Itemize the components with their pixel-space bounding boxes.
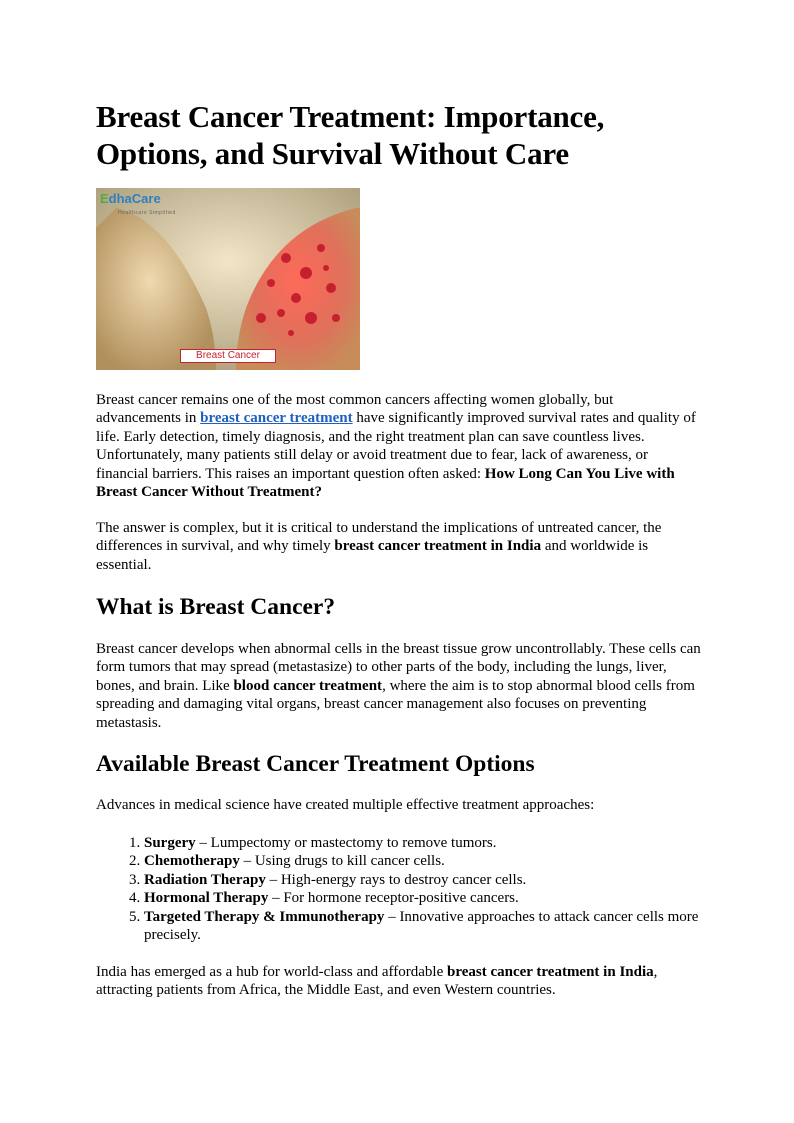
options-lead: Advances in medical science have created multiple effective treatment approaches: bbox=[96, 797, 595, 813]
edhacare-logo: EdhaCare Healthcare Simplified bbox=[100, 191, 176, 216]
list-item: 2. Chemotherapy – Using drugs to kill cancer cells. bbox=[144, 852, 716, 870]
section-heading-what-is: What is Breast Cancer? bbox=[96, 594, 336, 620]
breast-cancer-treatment-link[interactable]: breast cancer treatment bbox=[200, 410, 353, 427]
section-heading-options: Available Breast Cancer Treatment Options bbox=[96, 751, 535, 777]
list-item: 3. Radiation Therapy – High-energy rays to destroy cancer cells. bbox=[144, 871, 716, 889]
key-question: How Long Can You Live with Breast Cancer Without Treatment? bbox=[96, 465, 675, 501]
closing-paragraph: India has emerged as a hub for world-class and affordable breast cancer treatment in India, attracting patients from Africa, the Middle East, and even Western countries. bbox=[96, 964, 658, 999]
answer-paragraph: The answer is complex, but it is critical to understand the implications of untreated cancer, the differences in survival, and why timely breast cancer treatment in India and worldwide is essential. bbox=[96, 520, 662, 573]
page-title: Breast Cancer Treatment: Importance, Options, and Survival Without Care bbox=[96, 99, 605, 171]
list-item: 4. Hormonal Therapy – For hormone receptor-positive cancers. bbox=[144, 889, 716, 907]
hero-image bbox=[96, 188, 360, 370]
treatment-options-list bbox=[96, 834, 716, 944]
image-caption-label: Breast Cancer bbox=[180, 349, 276, 363]
intro-paragraph: Breast cancer remains one of the most common cancers affecting women globally, but advancements in breast cancer treatment have significantly improved survival rates and quality of life. Early detection, timely diagnosis, and the right treatment plan can save countless lives. Unfortunately, many patients still delay or avoid treatment due to fear, lack of awareness, or financial barriers. This raises an important question often asked: How Long Can You Live with Breast Cancer Without Treatment? bbox=[96, 392, 696, 501]
list-item: 5. Targeted Therapy & Immunotherapy – Innovative approaches to attack cancer cells more precisely. bbox=[144, 908, 716, 945]
what-is-paragraph: Breast cancer develops when abnormal cells in the breast tissue grow uncontrollably. These cells can form tumors that may spread (metastasize) to other parts of the body, including the lungs, liver, bones, and brain. Like blood cancer treatment, where the aim is to stop abnormal blood cells from spreading and damaging vital organs, breast cancer management also focuses on preventing metastasis. bbox=[96, 641, 701, 731]
list-item: 1. Surgery – Lumpectomy or mastectomy to remove tumors. bbox=[144, 834, 716, 852]
